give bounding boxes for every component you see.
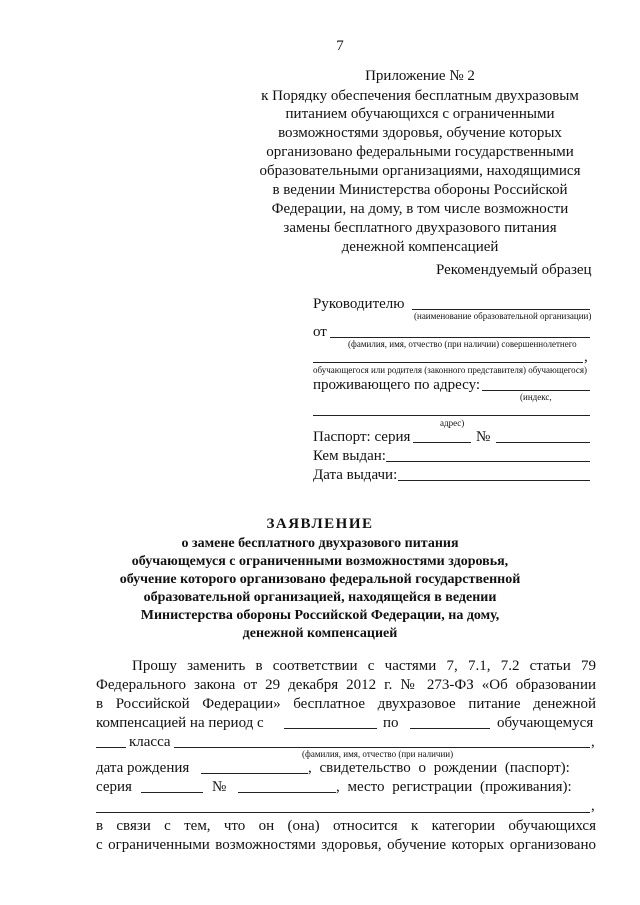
from-field[interactable] (330, 337, 590, 338)
series-field[interactable] (141, 792, 203, 793)
body-student-label: обучающемуся (497, 715, 594, 731)
student-name-comma: , (591, 734, 595, 750)
number-field[interactable] (238, 792, 336, 793)
issue-date-label: Дата выдачи: (313, 467, 398, 483)
student-name-field[interactable] (174, 747, 590, 748)
period-to-field[interactable] (410, 728, 490, 729)
registration-comma: , (591, 798, 595, 814)
appendix-line: возможностями здоровья, обучение которых (278, 125, 562, 141)
appendix-line: питанием обучающихся с ограниченными (285, 106, 555, 122)
from-comma: , (584, 349, 588, 365)
body-period-label: компенсацией на период с (96, 715, 264, 731)
statement-subtitle-line: Министерства обороны Российской Федерации, на дому, (140, 608, 500, 623)
statement-title: ЗАЯВЛЕНИЕ (266, 516, 374, 532)
sample-label: Рекомендуемый образец (436, 262, 592, 278)
director-hint: (наименование образовательной организации) (414, 311, 592, 321)
from-label: от (313, 324, 327, 340)
birth-date-field[interactable] (201, 773, 308, 774)
body-line: Федерального закона от 29 декабря 2012 г. № 273-ФЗ «Об образовании (96, 677, 596, 693)
statement-subtitle-line: о замене бесплатного двухразового питания (181, 536, 459, 551)
appendix-line: организовано федеральными государственными (266, 144, 574, 160)
from-field-2[interactable] (313, 362, 583, 363)
number-label: № (212, 779, 227, 795)
statement-subtitle-line: обучение которого организовано федеральной государственной (119, 572, 521, 587)
body-line: в связи с тем, что он (она) относится к категории обучающихся (96, 818, 596, 834)
address-label: проживающего по адресу: (313, 377, 481, 393)
series-label: серия (96, 779, 132, 795)
appendix-line: к Порядку обеспечения бесплатным двухразовым (261, 88, 579, 104)
body-grade-label: класса (129, 734, 171, 750)
director-label: Руководителю (313, 296, 405, 312)
registration-label: , место регистрации (проживания): (336, 779, 572, 795)
grade-field[interactable] (96, 747, 126, 748)
birth-date-label: дата рождения (96, 760, 190, 776)
appendix-line: образовательными организациями, находящимися (259, 163, 581, 179)
body-line: в Российской Федерации» бесплатное двухразовое питание денежной (96, 696, 596, 712)
body-line: с ограниченными возможностями здоровья, обучение которых организовано (96, 837, 596, 853)
index-field[interactable] (482, 390, 590, 391)
birth-certificate-label: , свидетельство о рождении (паспорт): (308, 760, 570, 776)
from-hint-2: обучающегося или родителя (законного представителя) обучающегося) (313, 365, 588, 375)
registration-field[interactable] (96, 812, 590, 813)
appendix-line: в ведении Министерства обороны Российской (272, 182, 568, 198)
director-field[interactable] (412, 309, 590, 310)
issued-by-field[interactable] (386, 461, 590, 462)
address-field[interactable] (313, 415, 590, 416)
appendix-title: Приложение № 2 (365, 68, 475, 84)
passport-series-field[interactable] (413, 442, 471, 443)
passport-label: Паспорт: серия (313, 429, 411, 445)
issued-by-label: Кем выдан: (313, 448, 386, 464)
body-line: Прошу заменить в соответствии с частями 7, 7.1, 7.2 статьи 79 (132, 658, 596, 674)
address-hint: адрес) (440, 418, 465, 428)
appendix-line: Федерации, на дому, в том числе возможности (271, 201, 569, 217)
passport-number-field[interactable] (496, 442, 590, 443)
student-name-hint: (фамилия, имя, отчество (при наличии) (302, 749, 454, 759)
statement-subtitle-line: денежной компенсацией (242, 626, 398, 641)
passport-no-label: № (476, 429, 491, 445)
period-from-field[interactable] (284, 728, 377, 729)
index-hint: (индекс, (520, 392, 552, 402)
body-period-to: по (383, 715, 399, 731)
from-hint: (фамилия, имя, отчество (при наличии) совершеннолетнего (348, 339, 577, 349)
statement-subtitle-line: обучающемуся с ограниченными возможностями здоровья, (131, 554, 509, 569)
appendix-line: денежной компенсацией (341, 239, 499, 255)
issue-date-field[interactable] (398, 480, 590, 481)
appendix-line: замены бесплатного двухразового питания (283, 220, 557, 236)
statement-subtitle-line: образовательной организацией, находящейся в ведении (143, 590, 497, 605)
page-number: 7 (336, 38, 344, 54)
